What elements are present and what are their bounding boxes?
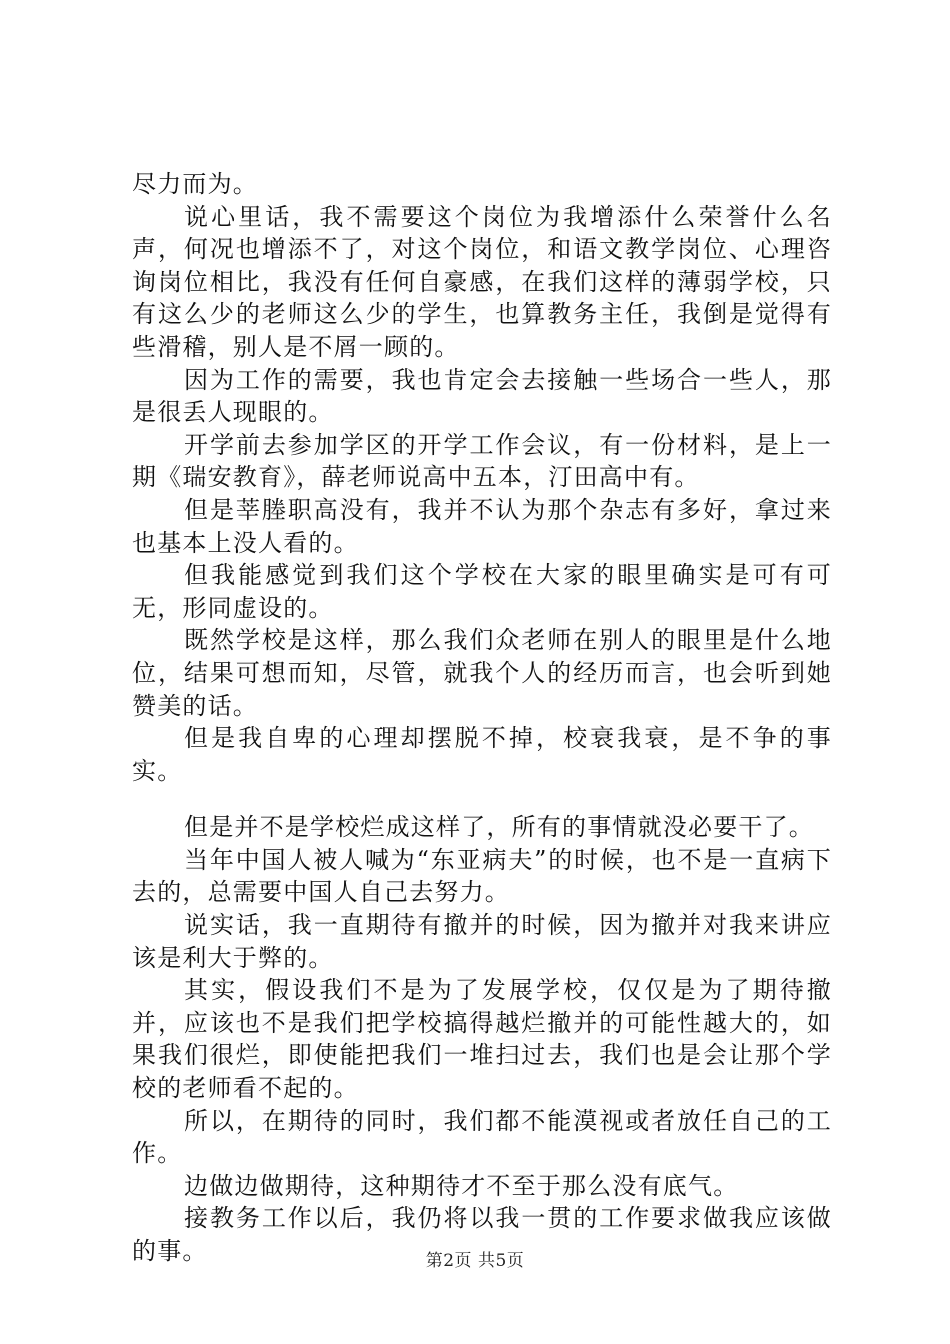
paragraph: 但是我自卑的心理却摆脱不掉，校衰我衰，是不争的事实。 — [132, 724, 832, 785]
document-body — [132, 168, 832, 1268]
paragraph: 说实话，我一直期待有撤并的时候，因为撤并对我来讲应该是利大于弊的。 — [132, 911, 832, 972]
paragraph: 当年中国人被人喊为“东亚病夫”的时候，也不是一直病下去的，总需要中国人自己去努力。 — [132, 845, 832, 907]
paragraph: 其实，假设我们不是为了发展学校，仅仅是为了期待撤并，应该也不是我们把学校搞得越烂撤并的可能性越大的，如果我们很烂，即使能把我们一堆扫过去，我们也是会让那个学校的老师看不起的。 — [132, 976, 832, 1103]
page-number-footer: 第2页 共5页 — [425, 1251, 525, 1271]
paragraph: 所以，在期待的同时，我们都不能漠视或者放任自己的工作。 — [132, 1106, 832, 1168]
paragraph: 接教务工作以后，我仍将以我一贯的工作要求做我应该做的事。 — [132, 1204, 832, 1265]
paragraph: 因为工作的需要，我也肯定会去接触一些场合一些人，那是很丢人现眼的。 — [132, 365, 832, 427]
paragraph: 开学前去参加学区的开学工作会议，有一份材料，是上一期《瑞安教育》，薛老师说高中五本，汀田高中有。 — [132, 430, 832, 492]
paragraph: 既然学校是这样，那么我们众老师在别人的眼里是什么地位，结果可想而知，尽管，就我个人的经历而言，也会听到她赞美的话。 — [132, 626, 832, 720]
paragraph: 尽力而为。 — [132, 170, 258, 198]
paragraph: 但是莘塍职高没有，我并不认为那个杂志有多好，拿过来也基本上没人看的。 — [132, 495, 832, 557]
paragraph: 但我能感觉到我们这个学校在大家的眼里确实是可有可无，形同虚设的。 — [132, 561, 832, 622]
paragraph: 但是并不是学校烂成这样了，所有的事情就没必要干了。 — [184, 813, 814, 842]
paragraph: 边做边做期待，这种期待才不至于那么没有底气。 — [184, 1171, 739, 1200]
paragraph: 说心里话，我不需要这个岗位为我增添什么荣誉什么名声，何况也增添不了，对这个岗位，和语文教学岗位、心理咨询岗位相比，我没有任何自豪感，在我们这样的薄弱学校，只有这么少的老师这么少的学生，也算教务主任，我倒是觉得有些滑稽，别人是不屑一顾的。 — [132, 202, 832, 361]
